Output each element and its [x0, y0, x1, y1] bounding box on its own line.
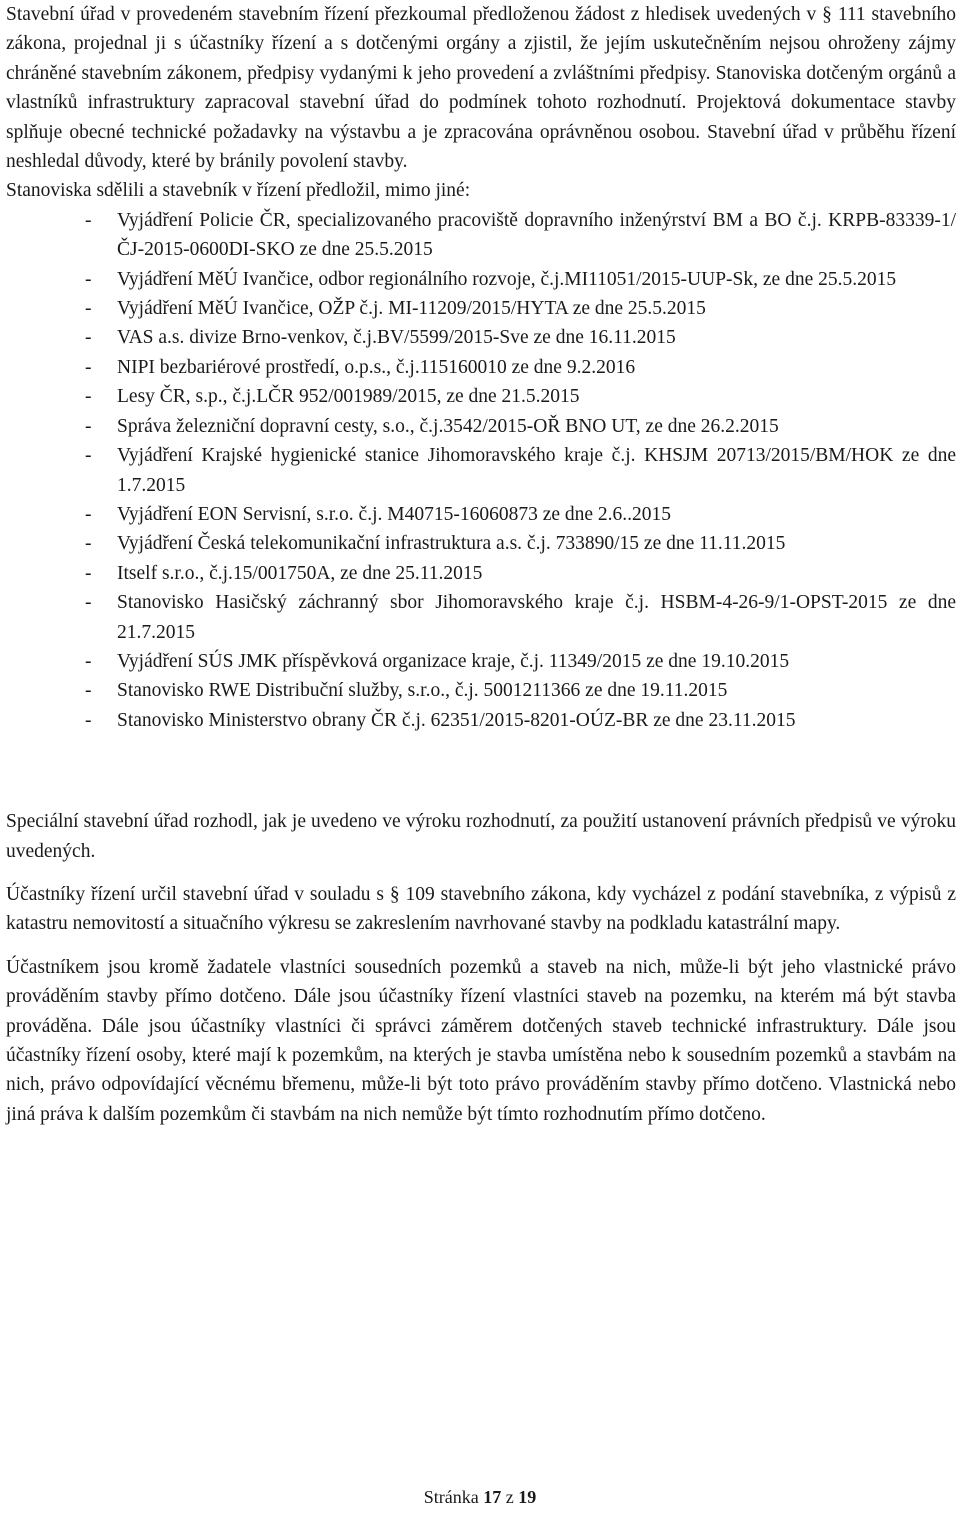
list-dash: - — [85, 298, 92, 320]
footer-total-pages: 19 — [518, 1487, 537, 1507]
paragraph-review: Stavební úřad v provedeném stavebním řízení přezkoumal předloženou žádost z hledisek uvedených v § 111 stavebního zákona, projednal ji s účastníky řízení a s dotčenými orgány a zjistil, že jejím uskutečněním nejsou ohroženy zájmy chráněné stavebním zákonem, předpisy vydanými k jeho provedení a zvláštními předpisy. Stanoviska dotčeným orgánů a vlastníků infrastruktury zapracoval stavební úřad do podmínek tohoto rozhodnutí. Projektová dokumentace stavby splňuje obecné technické požadavky na výstavbu a je zpracována oprávněnou osobou. Stavební úřad v průběhu řízení neshledal důvody, které by bránily povolení stavby. — [6, 4, 956, 173]
list-dash: - — [85, 709, 92, 731]
footer-separator: z — [505, 1487, 514, 1507]
statement-item — [6, 412, 956, 441]
statement-text: Itself s.r.o., č.j.15/001750A, ze dne 25.11.2015 — [117, 562, 483, 584]
statement-text: Stanovisko Hasičský záchranný sbor Jihomoravského kraje č.j. HSBM-4-26-9/1-OPST-2015 ze dne 21.7.2015 — [117, 592, 956, 643]
statement-item — [6, 294, 956, 323]
statements-list — [6, 206, 956, 735]
list-dash: - — [85, 680, 92, 702]
paragraph-statements-intro: Stanoviska sdělili a stavebník v řízení předložil, mimo jiné: — [6, 180, 471, 202]
statement-text: Vyjádření Policie ČR, specializovaného pracoviště dopravního inženýrství BM a BO č.j. KRPB-83339-1/ČJ-2015-0600DI-SKO ze dne 25.5.2015 — [117, 209, 956, 261]
statement-item — [6, 706, 956, 735]
statement-item — [6, 500, 956, 529]
statement-text: Stanovisko RWE Distribuční služby, s.r.o., č.j. 5001211366 ze dne 19.11.2015 — [117, 680, 728, 702]
statement-text: Stanovisko Ministerstvo obrany ČR č.j. 62351/2015-8201-OÚZ-BR ze dne 23.11.2015 — [117, 709, 796, 731]
statement-text: Vyjádření EON Servisní, s.r.o. č.j. M40715-16060873 ze dne 2.6..2015 — [117, 503, 672, 525]
list-dash: - — [85, 386, 92, 408]
page-footer — [0, 1486, 960, 1508]
footer-current-page: 17 — [483, 1487, 502, 1507]
list-dash: - — [85, 562, 92, 584]
statement-text: Vyjádření MěÚ Ivančice, OŽP č.j. MI-11209/2015/HYTA ze dne 25.5.2015 — [117, 298, 706, 320]
statement-item — [6, 441, 956, 500]
statement-text: Vyjádření MěÚ Ivančice, odbor regionálního rozvoje, č.j.MI11051/2015-UUP-Sk, ze dne 25.5.2015 — [117, 268, 897, 290]
list-dash: - — [85, 268, 92, 290]
list-dash: - — [85, 327, 92, 349]
statement-item — [6, 559, 956, 588]
paragraph-decision: Speciální stavební úřad rozhodl, jak je uvedeno ve výroku rozhodnutí, za použití ustanovení právních předpisů ve výroku uvedených. — [6, 811, 956, 862]
list-dash: - — [85, 650, 92, 672]
statement-text: VAS a.s. divize Brno-venkov, č.j.BV/5599/2015-Sve ze dne 16.11.2015 — [117, 327, 676, 349]
statement-item — [6, 529, 956, 558]
list-dash: - — [85, 533, 92, 555]
list-dash: - — [85, 209, 92, 231]
list-dash: - — [85, 445, 92, 467]
statement-text: Lesy ČR, s.p., č.j.LČR 952/001989/2015, ze dne 21.5.2015 — [117, 386, 580, 408]
statement-text: Vyjádření SÚS JMK příspěvková organizace kraje, č.j. 11349/2015 ze dne 19.10.2015 — [117, 650, 790, 672]
statement-text: NIPI bezbariérové prostředí, o.p.s., č.j.115160010 ze dne 9.2.2016 — [117, 356, 636, 378]
statement-text: Vyjádření Krajské hygienické stanice Jihomoravského kraje č.j. KHSJM 20713/2015/BM/HOK ze dne 1.7.2015 — [117, 445, 956, 496]
statement-item — [6, 647, 956, 676]
footer-prefix: Stránka — [423, 1487, 479, 1507]
paragraph-participants-detail: Účastníkem jsou kromě žadatele vlastníci sousedních pozemků a staveb na nich, může-li být jeho vlastnické právo prováděním stavby přímo dotčeno. Dále jsou účastníky řízení vlastníci staveb na pozemku, na kterém má být stavba prováděna. Dále jsou účastníky vlastníci či správci záměrem dotčených staveb technické infrastruktury. Dále jsou účastníky řízení osoby, které mají k pozemkům, na kterých je stavba umístěna nebo k sousedním pozemků a stavbám na nich, právo odpovídající věcnému břemenu, může-li být toto právo prováděním stavby přímo dotčeno. Vlastnická nebo jiná práva k dalším pozemkům či stavbám na nich nemůže být tímto rozhodnutím přímo dotčeno. — [6, 956, 956, 1125]
statement-item — [6, 353, 956, 382]
statement-item — [6, 588, 956, 647]
statement-item — [6, 323, 956, 352]
list-dash: - — [85, 415, 92, 437]
list-dash: - — [85, 356, 92, 378]
document-page — [6, 0, 956, 1129]
statement-item — [6, 676, 956, 705]
statement-item — [6, 265, 956, 294]
list-dash: - — [85, 592, 92, 614]
statement-text: Správa železniční dopravní cesty, s.o., č.j.3542/2015-OŘ BNO UT, ze dne 26.2.2015 — [117, 415, 779, 437]
statement-text: Vyjádření Česká telekomunikační infrastruktura a.s. č.j. 733890/15 ze dne 11.11.2015 — [117, 533, 786, 555]
statement-item — [6, 382, 956, 411]
statement-item — [6, 206, 956, 265]
list-dash: - — [85, 503, 92, 525]
paragraph-participants: Účastníky řízení určil stavební úřad v souladu s § 109 stavebního zákona, kdy vycházel z podání stavebníka, z výpisů z katastru nemovitostí a situačního výkresu se zakreslením navrhované stavby na podkladu katastrální mapy. — [6, 883, 956, 935]
